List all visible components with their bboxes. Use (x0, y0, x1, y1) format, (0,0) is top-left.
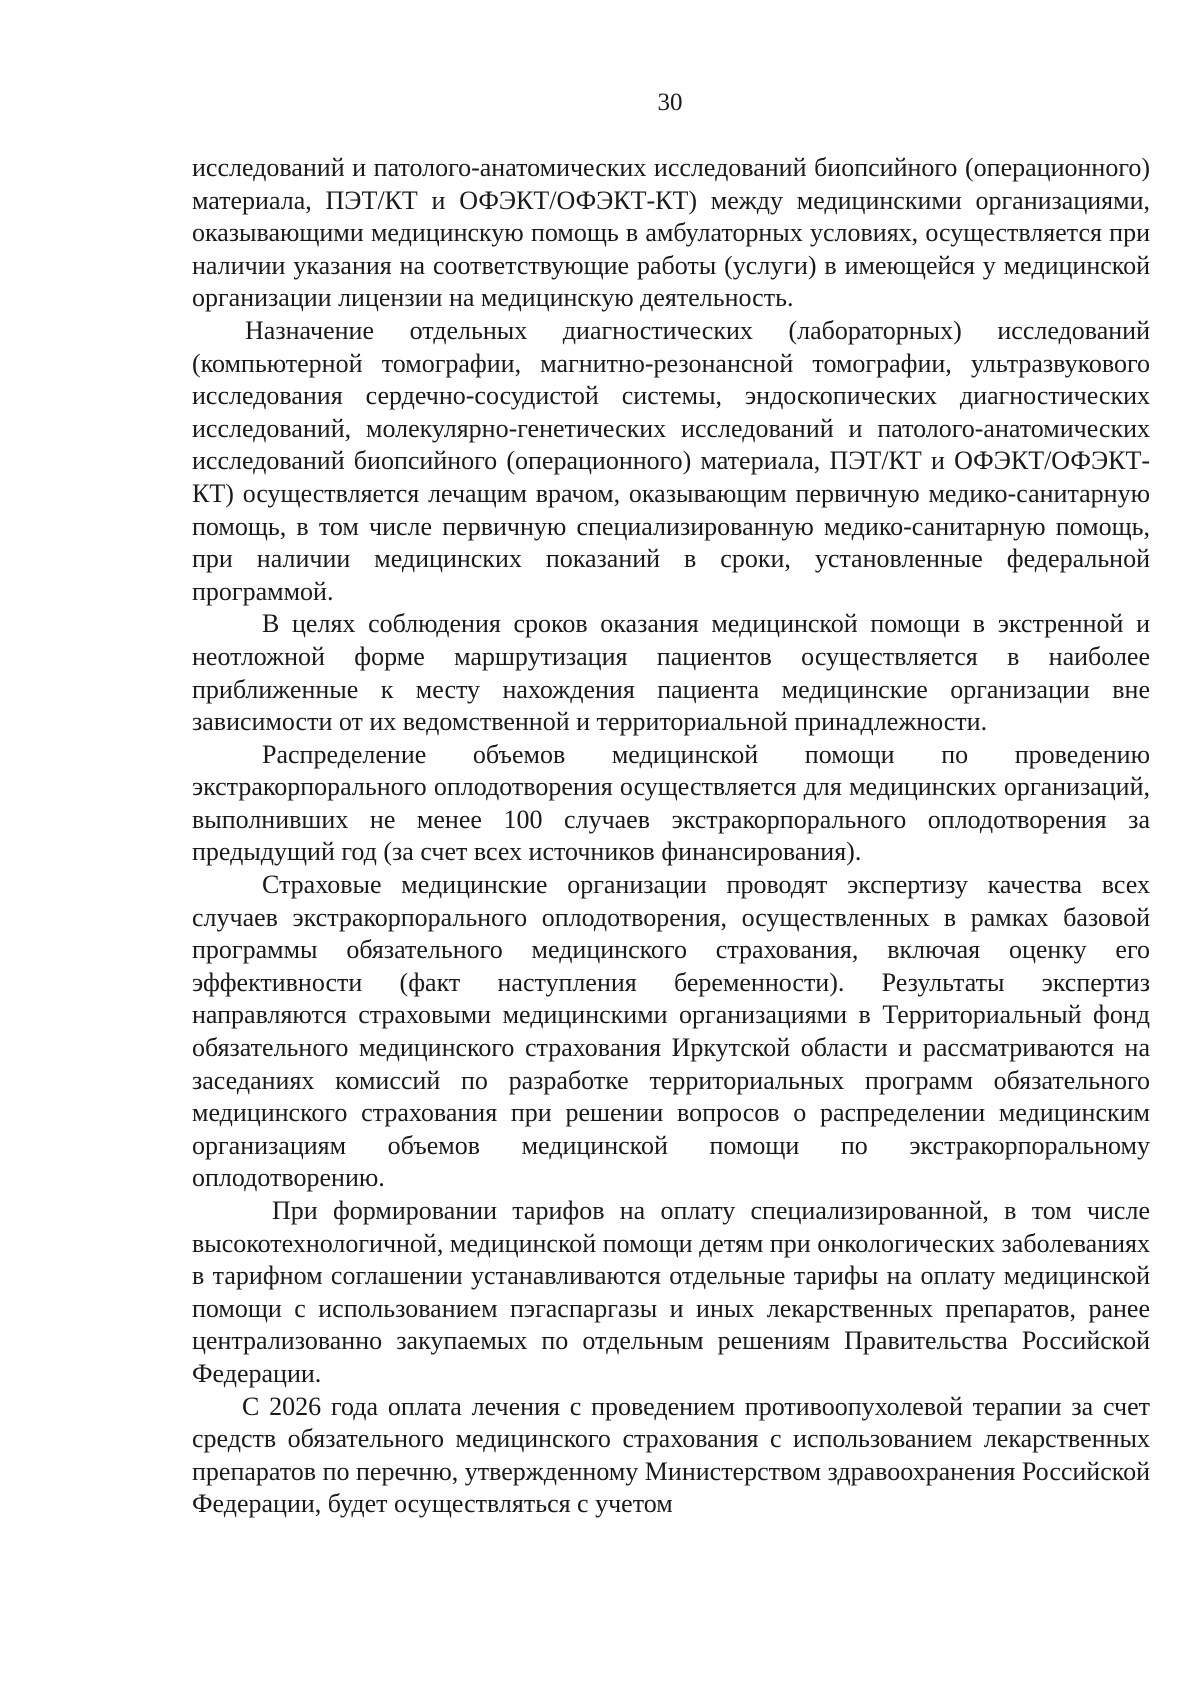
paragraph-diagnostics-assignment: Назначение отдельных диагностических (лабораторных) исследований (компьютерной томографии, магнитно-резонансной томографии, ультразвукового исследования сердечно-сосудистой системы, эндоскопических диагностических исследований, молекулярно-генетических исследований и патолого-анатомических исследований биопсийного (операционного) материала, ПЭТ/КТ и ОФЭКТ/ОФЭКТ-КТ) осуществляется лечащим врачом, оказывающим первичную медико-санитарную помощь, в том числе первичную специализированную медико-санитарную помощь, при наличии медицинских показаний в сроки, установленные федеральной программой. (192, 315, 1150, 606)
paragraph-continuation: исследований и патолого-анатомических исследований биопсийного (операционного) материала, ПЭТ/КТ и ОФЭКТ/ОФЭКТ-КТ) между медицинскими организациями, оказывающими медицинскую помощь в амбулаторных условиях, осуществляется при наличии указания на соответствующие работы (услуги) в имеющейся у медицинской организации лицензии на медицинскую деятельность. (192, 153, 1150, 313)
paragraph-patient-routing: В целях соблюдения сроков оказания медицинской помощи в экстренной и неотложной форме маршрутизация пациентов осуществляется в наиболее приближенные к месту нахождения пациента медицинские организации вне зависимости от их ведомственной и территориальной принадлежности. (192, 609, 1150, 737)
document-body (192, 152, 1150, 1521)
paragraph-ivf-volume-distribution: Распределение объемов медицинской помощи по проведению экстракорпорального оплодотворения осуществляется для медицинских организаций, выполнивших не менее 100 случаев экстракорпорального оплодотворения за предыдущий год (за счет всех источников финансирования). (192, 739, 1150, 867)
paragraph-ivf-quality-expertise: Страховые медицинские организации проводят экспертизу качества всех случаев экстракорпорального оплодотворения, осуществленных в рамках базовой программы обязательного медицинского страхования, включая оценку его эффективности (факт наступления беременности). Результаты экспертиз направляются страховыми медицинскими организациями в Территориальный фонд обязательного медицинского страхования Иркутской области и рассматриваются на заседаниях комиссий по разработке территориальных программ обязательного медицинского страхования при решении вопросов о распределении медицинским организациям объемов медицинской помощи по экстракорпоральному оплодотворению. (192, 870, 1150, 1193)
paragraph-antitumor-therapy-payment: С 2026 года оплата лечения с проведением противоопухолевой терапии за счет средств обязательного медицинского страхования с использованием лекарственных препаратов по перечню, утвержденному Министерством здравоохранения Российской Федерации, будет осуществляться с учетом (192, 1391, 1150, 1519)
paragraph-pediatric-oncology-tariffs: При формировании тарифов на оплату специализированной, в том числе высокотехнологичной, медицинской помощи детям при онкологических заболеваниях в тарифном соглашении устанавливаются отдельные тарифы на оплату медицинской помощи с использованием пэгаспаргазы и иных лекарственных препаратов, ранее централизованно закупаемых по отдельным решениям Правительства Российской Федерации. (192, 1196, 1150, 1388)
page-number: 30 (657, 89, 683, 116)
